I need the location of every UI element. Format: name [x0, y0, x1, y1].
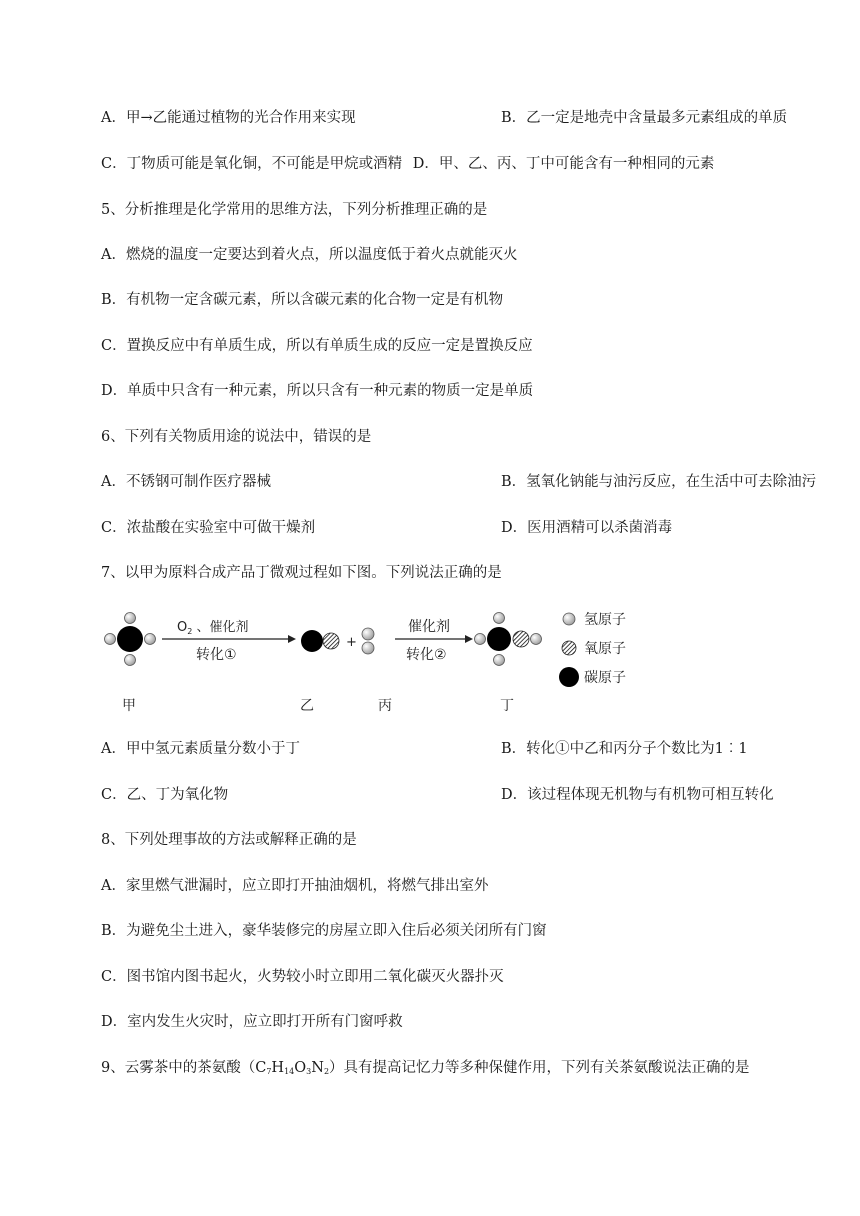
carbon-atom-icon — [559, 667, 579, 687]
label-ding: 丁 — [500, 698, 514, 714]
label-jia: 甲 — [122, 698, 136, 714]
q7-stem: 7、以甲为原料合成产品丁微观过程如下图。下列说法正确的是 — [101, 565, 502, 581]
molecule-ding — [475, 613, 542, 666]
q8-option-d: D．室内发生火灾时，应立即打开所有门窗呼救 — [101, 1014, 403, 1030]
molecule-bing — [362, 628, 374, 654]
q8-option-b: B．为避免尘土进入，豪华装修完的房屋立即入住后必须关闭所有门窗 — [101, 923, 547, 939]
svg-text:转化②: 转化② — [406, 647, 447, 663]
arrow-conversion-1 — [162, 619, 296, 663]
molecule-jia — [105, 613, 156, 666]
hydrogen-atom-icon — [563, 613, 575, 625]
q4-option-b: B．乙一定是地壳中含量最多元素组成的单质 — [501, 110, 788, 126]
q6-stem: 6、下列有关物质用途的说法中，错误的是 — [101, 429, 372, 445]
q7-option-b: B．转化①中乙和丙分子个数比为1︰1 — [501, 741, 748, 757]
legend-oxygen: 氧原子 — [584, 641, 626, 657]
q5-option-a: A．燃烧的温度一定要达到着火点，所以温度低于着火点就能灭火 — [101, 247, 518, 263]
molecule-yi — [301, 630, 339, 652]
q7-option-c: C．乙、丁为氧化物 — [101, 787, 229, 803]
q5-stem: 5、分析推理是化学常用的思维方法，下列分析推理正确的是 — [101, 202, 488, 218]
q4-option-c: C．丁物质可能是氧化铜，不可能是甲烷或酒精 — [101, 156, 403, 172]
q8-stem: 8、下列处理事故的方法或解释正确的是 — [101, 832, 357, 848]
q6-option-c: C．浓盐酸在实验室中可做干燥剂 — [101, 520, 316, 536]
svg-text:转化①: 转化① — [196, 647, 237, 663]
q4-option-a: A．甲→乙能通过植物的光合作用来实现 — [101, 110, 356, 126]
legend-carbon: 碳原子 — [584, 670, 626, 686]
q8-option-c: C．图书馆内图书起火，火势较小时立即用二氧化碳灭火器扑灭 — [101, 969, 504, 985]
arrow-conversion-2 — [395, 618, 473, 663]
reaction-diagram — [100, 604, 660, 720]
q6-option-d: D．医用酒精可以杀菌消毒 — [501, 520, 673, 536]
svg-text:催化剂: 催化剂 — [408, 619, 450, 635]
plus-sign: + — [346, 635, 357, 650]
label-yi: 乙 — [300, 698, 314, 714]
q8-option-a: A．家里燃气泄漏时，应立即打开抽油烟机，将燃气排出室外 — [101, 878, 489, 894]
q5-option-b: B．有机物一定含碳元素，所以含碳元素的化合物一定是有机物 — [101, 292, 504, 308]
q4-option-d: D．甲、乙、丙、丁中可能含有一种相同的元素 — [412, 156, 715, 172]
q7-option-d: D．该过程体现无机物与有机物可相互转化 — [501, 787, 774, 803]
oxygen-atom-icon — [562, 641, 576, 655]
q5-option-d: D．单质中只含有一种元素，所以只含有一种元素的物质一定是单质 — [101, 383, 534, 399]
q7-option-a: A．甲中氢元素质量分数小于丁 — [101, 741, 300, 757]
legend-hydrogen: 氢原子 — [584, 612, 626, 628]
svg-text:O2 、催化剂: $O_2$ 、催化剂 — [177, 620, 249, 636]
q6-option-b: B．氢氧化钠能与油污反应，在生活中可去除油污 — [501, 474, 817, 490]
label-bing: 丙 — [378, 698, 392, 714]
atom-legend — [559, 612, 626, 687]
q5-option-c: C．置换反应中有单质生成，所以有单质生成的反应一定是置换反应 — [101, 338, 533, 354]
q9-stem: 9、云雾茶中的茶氨酸$(C_7H_{14}O_3N_2)$具有提高记忆力等多种保健作用，下列有关茶氨酸说法正确的是 — [101, 1060, 750, 1076]
q6-option-a: A．不锈钢可制作医疗器械 — [101, 474, 271, 490]
